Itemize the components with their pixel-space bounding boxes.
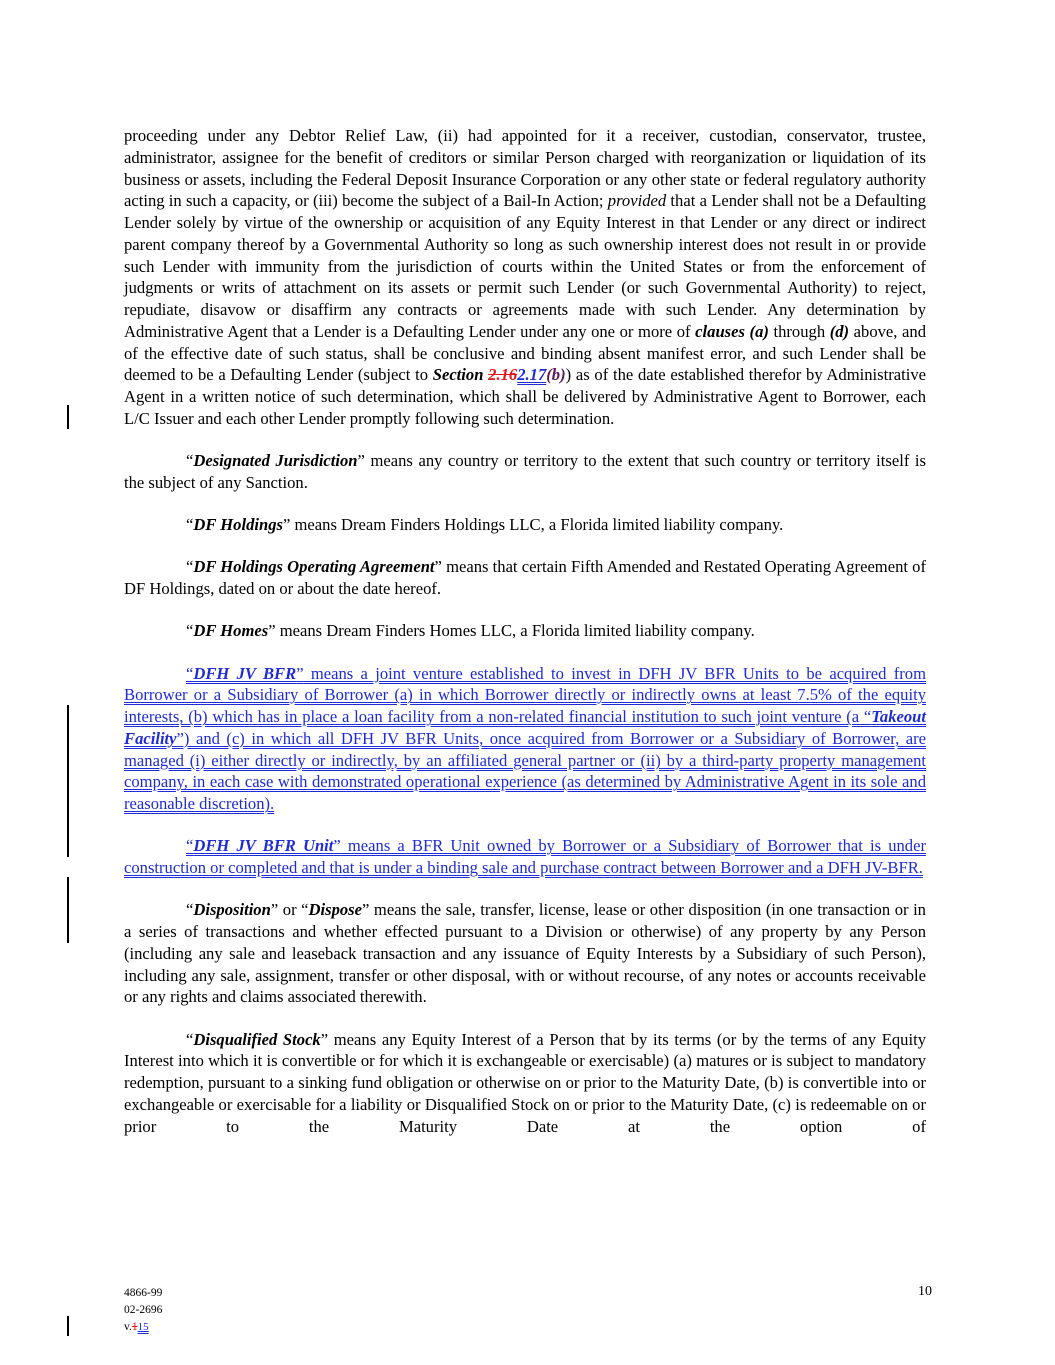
inserted-version: 15 bbox=[137, 1321, 149, 1333]
section-label: Section bbox=[432, 365, 484, 385]
defined-term: Dispose bbox=[308, 900, 362, 920]
deleted-section-ref: 2.16 bbox=[488, 365, 518, 385]
document-body bbox=[124, 125, 926, 1158]
definition-dfh-jv-bfr-inserted: “DFH JV BFR” means a joint venture established to invest in DFH JV BFR Units to be acquired from Borrower or a Subsidiary of Borrower (a) in which Borrower directly or indirectly owns at least 7.5% of the equity interests, (b) which has in place a loan facility from a non-related financial institution to such joint venture (a “Takeout Facility”) and (c) in which all DFH JV BFR Units, once acquired from Borrower or a Subsidiary of Borrower, are managed (i) either directly or indirectly, by an affiliated general partner or (ii) by a third-party property management company, in each case with demonstrated operational experience (as determined by Administrative Agent in its sole and reasonable discretion). bbox=[124, 663, 927, 813]
continuation-paragraph: proceeding under any Debtor Relief Law, (ii) had appointed for it a receiver, custodian, conservator, trustee, administrator, assignee for the benefit of creditors or similar Person charged with reorganization or liquidation of its business or assets, including the Federal Deposit Insurance Corporation or any other state or federal regulatory authority acting in such a capacity, or (iii) become the subject of a Bail-In Action; provided that a Lender shall not be a Defaulting Lender solely by virtue of the ownership or acquisition of any Equity Interest in that Lender or any direct or indirect parent company thereof by a Governmental Authority so long as such ownership interest does not result in or provide such Lender with immunity from the jurisdiction of courts within the United States or from the enforcement of judgments or writs of attachment on its assets or permit such Lender (or such Governmental Authority) to reject, repudiate, disavow or disaffirm any contracts or agreements made with such Lender. Any determination by Administrative Agent that a Lender is a Defaulting Lender under any one or more of clauses (a) through (d) above, and of the effective date of such status, shall be conclusive and binding absent manifest error, and such Lender shall be deemed to be a Defaulting Lender (subject to Section 2.162.17(b)) as of the date established therefor by Administrative Agent in a written notice of such determination, which shall be delivered by Administrative Agent to Borrower, each L/C Issuer and each other Lender promptly following such determination. bbox=[124, 126, 926, 428]
page-number: 10 bbox=[918, 1284, 932, 1299]
definition-dfh-jv-bfr-unit-inserted: “DFH JV BFR Unit” means a BFR Unit owned by Borrower or a Subsidiary of Borrower that is under construction or completed and that is under a binding sale and purchase contract between Borrower and a DFH JV-BFR. bbox=[124, 836, 926, 877]
defined-term-takeout-facility: Takeout Facility bbox=[124, 707, 926, 748]
definition-df-holdings-operating-agreement: “DF Holdings Operating Agreement” means that certain Fifth Amended and Restated Operating Agreement of DF Holdings, dated on or about the date hereof. bbox=[124, 557, 926, 598]
defined-term: Disposition bbox=[193, 900, 271, 920]
change-bar-dfh-jv-bfr bbox=[67, 705, 69, 857]
deleted-version: 1 bbox=[131, 1321, 138, 1333]
change-bar-section-ref bbox=[67, 405, 69, 429]
definition-df-holdings: “DF Holdings” means Dream Finders Holdings LLC, a Florida limited liability company. bbox=[186, 515, 784, 534]
defined-term: DF Homes bbox=[193, 621, 269, 641]
defined-term: DFH JV BFR Unit bbox=[193, 836, 334, 856]
defined-term: Disqualified Stock bbox=[193, 1029, 321, 1049]
definition-designated-jurisdiction: “Designated Jurisdiction” means any country or territory to the extent that such country or territory itself is the subject of any Sanction. bbox=[124, 451, 927, 492]
section-subclause: (b) bbox=[546, 365, 566, 385]
defined-term: Designated Jurisdiction bbox=[193, 451, 358, 470]
change-bar-dfh-jv-bfr-unit bbox=[67, 877, 69, 943]
footer-doc-id bbox=[124, 1285, 162, 1336]
definition-disqualified-stock: “Disqualified Stock” means any Equity Interest of a Person that by its terms (or by the terms of any Equity Interest into which it is convertible or for which it is exchangeable or exercisable) (a) matures or is subject to mandatory redemption, pursuant to a sinking fund obligation or otherwise on or prior to the Maturity Date, (b) is convertible into or exchangeable or exercisable for a liability or Disqualified Stock on or prior to the Maturity Date, (c) is redeemable on or prior to the Maturity Date at the option of bbox=[124, 1029, 926, 1136]
definition-df-homes: “DF Homes” means Dream Finders Homes LLC, a Florida limited liability company. bbox=[186, 621, 755, 641]
defined-term: DF Holdings bbox=[193, 515, 283, 534]
defined-term: DFH JV BFR bbox=[193, 663, 297, 683]
inserted-section-ref: 2.17 bbox=[517, 365, 547, 385]
doc-id-line-1: 4866-99 bbox=[124, 1287, 163, 1299]
doc-version: v.115 bbox=[124, 1321, 149, 1333]
definition-disposition: “Disposition” or “Dispose” means the sale, transfer, license, lease or other disposition (in one transaction or in a series of transactions and whether effected pursuant to a Division or otherwise) of any property by any Person (including any sale and leaseback transaction and any issuance of Equity Interests by a Subsidiary of such Person), including any sale, assignment, transfer or other disposal, with or without recourse, of any notes or accounts receivable or any rights and claims associated therewith. bbox=[124, 900, 926, 1007]
change-bar-footer-version bbox=[67, 1316, 69, 1336]
defined-term: DF Holdings Operating Agreement bbox=[193, 557, 435, 577]
doc-id-line-2: 02-2696 bbox=[124, 1304, 163, 1316]
